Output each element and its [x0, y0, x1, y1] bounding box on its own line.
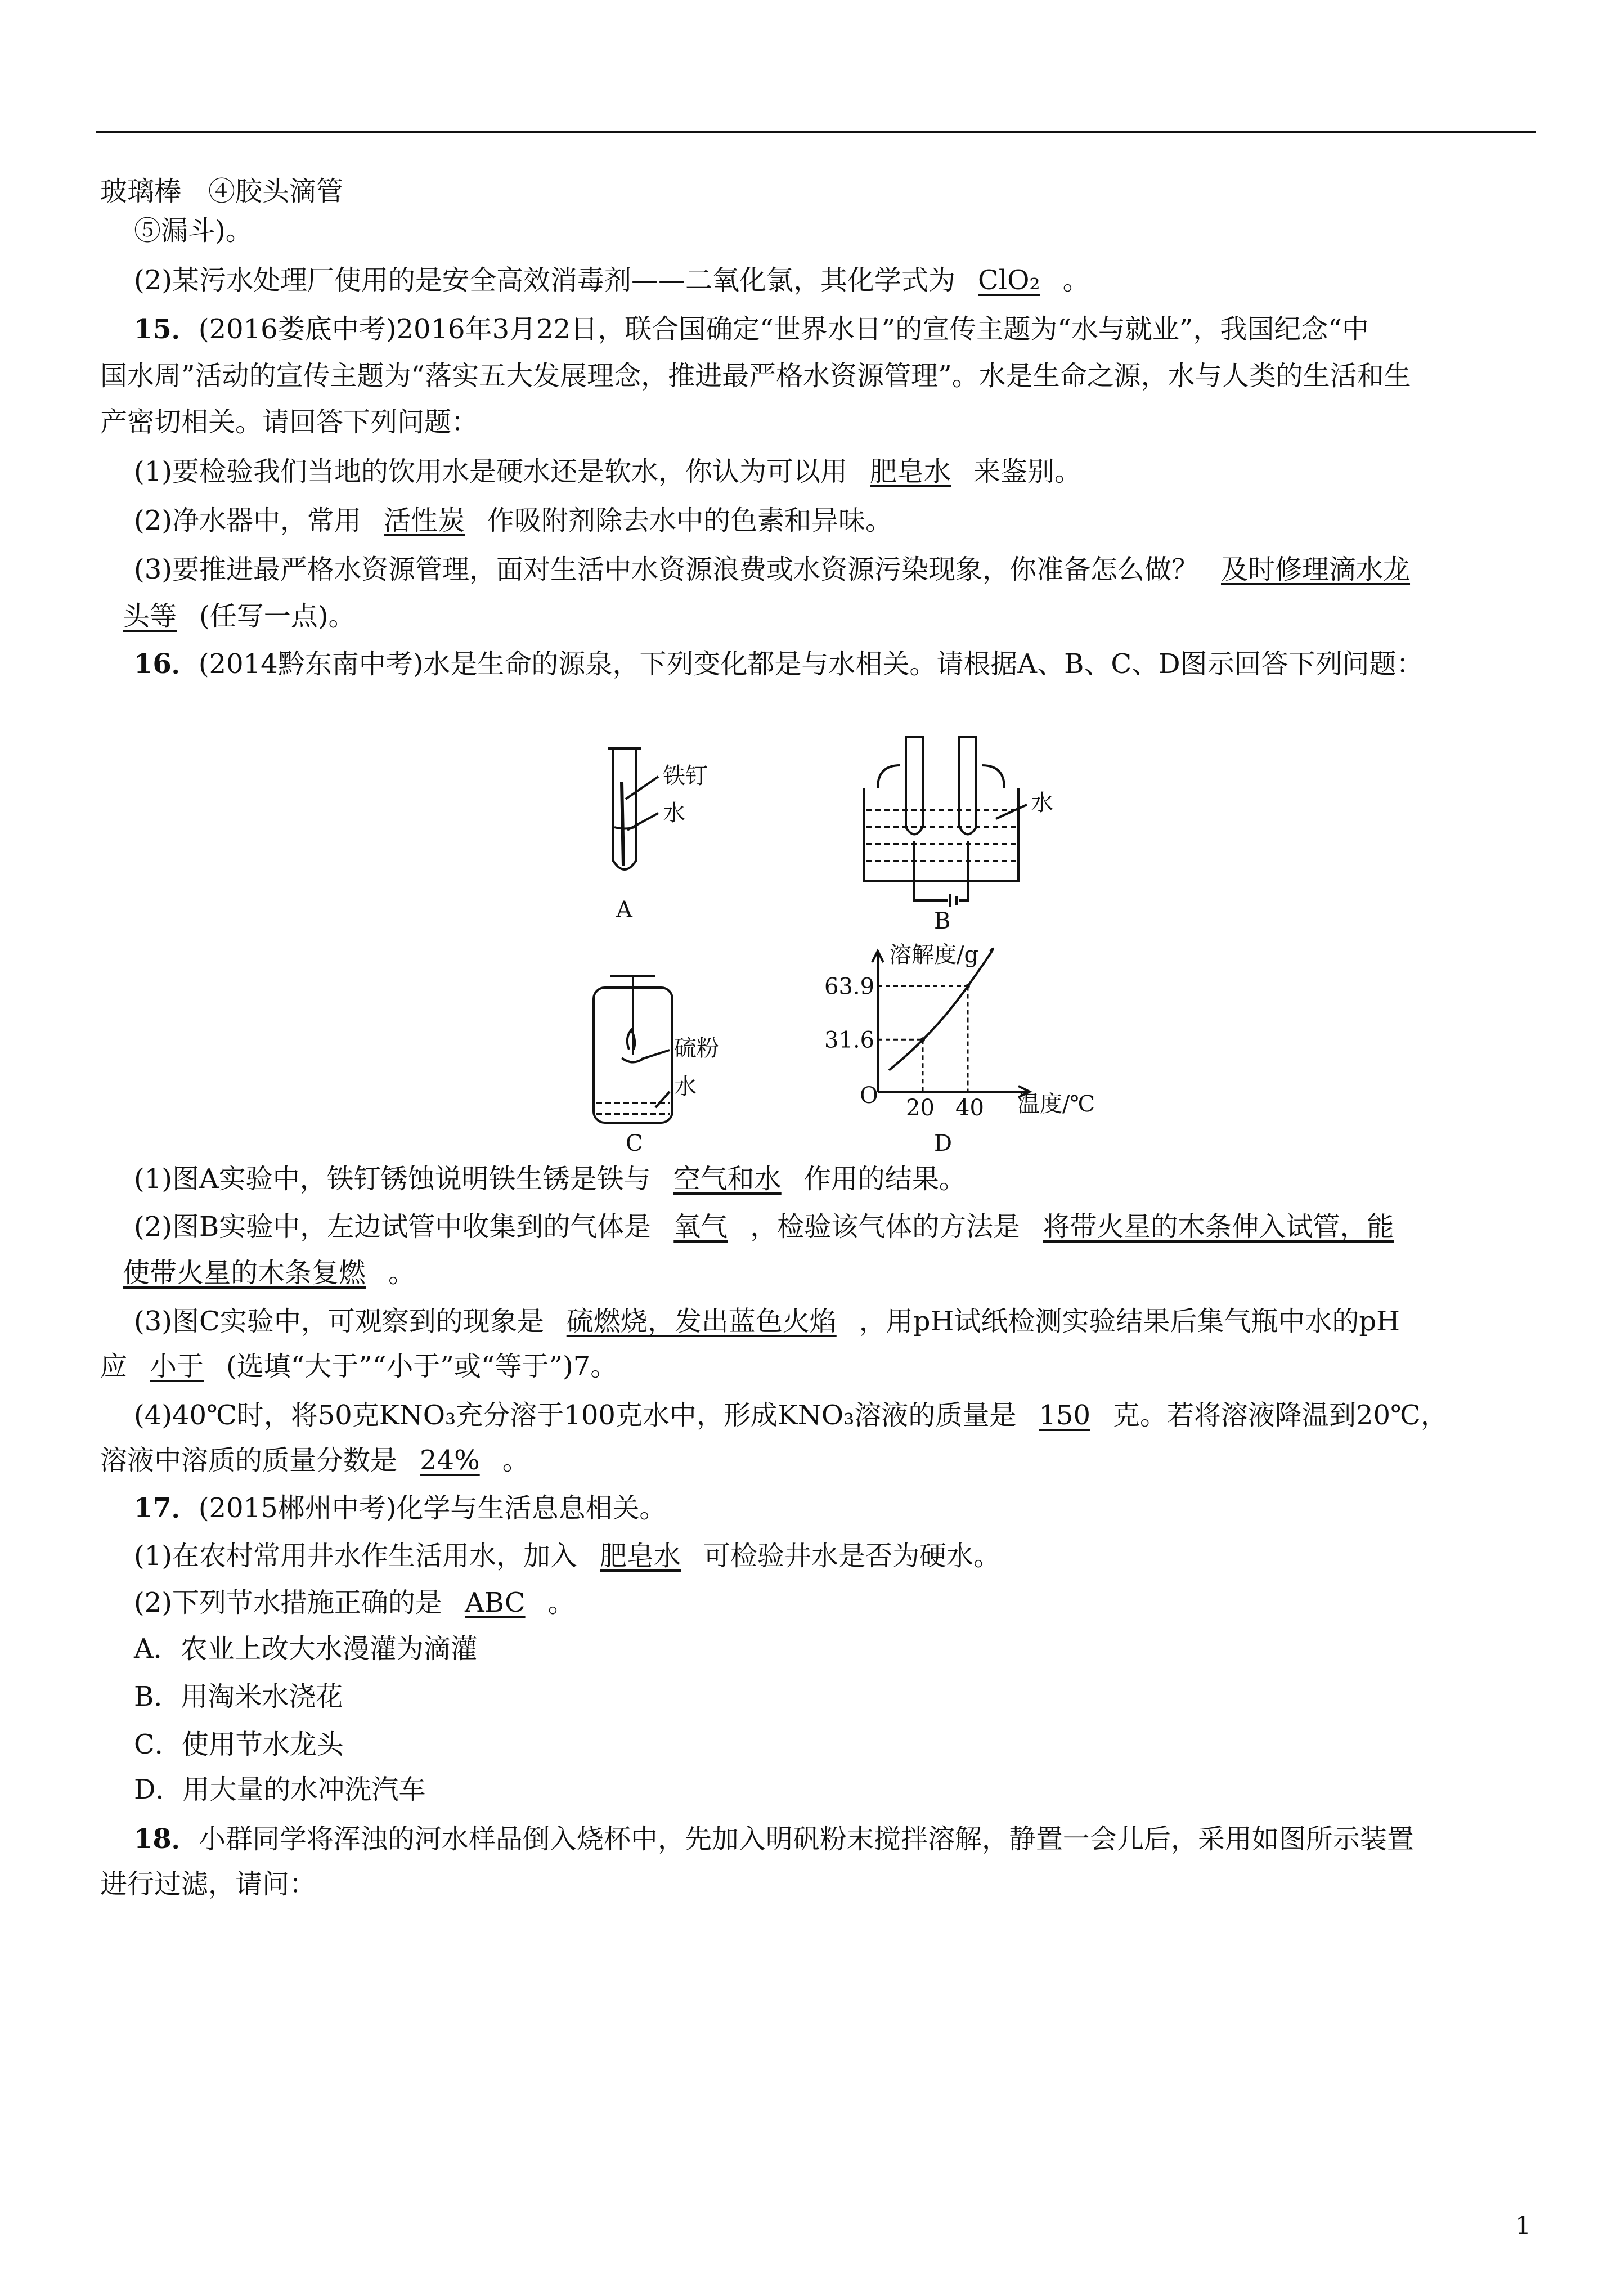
text-span: 应 — [100, 1351, 128, 1382]
fig-a-label: A — [616, 897, 632, 923]
answer-blank: 硫燃烧，发出蓝色火焰 — [566, 1306, 837, 1337]
figure-b — [864, 737, 1027, 907]
page-number: 1 — [1515, 2212, 1531, 2240]
figure-abcd — [563, 715, 1137, 1156]
text-line-l18 — [100, 1443, 529, 1477]
answer-blank: 空气和水 — [673, 1163, 782, 1195]
answer-blank: 肥皂水 — [870, 456, 951, 487]
text-span: 。 — [1062, 264, 1090, 296]
text-span: (2015郴州中考)化学与生活息息相关。 — [198, 1492, 667, 1524]
text-line-l3 — [134, 263, 1090, 297]
text-span: B．用淘米水浇花 — [134, 1681, 343, 1712]
text-line-l8 — [134, 504, 892, 537]
fig-c-label: C — [626, 1131, 643, 1156]
fig-c-sulfur: 硫粉 — [674, 1035, 719, 1061]
answer-blank: 肥皂水 — [600, 1540, 681, 1572]
text-line-l13 — [134, 1210, 1416, 1244]
text-line-l5 — [100, 359, 1411, 393]
text-line-l12 — [134, 1162, 966, 1196]
text-span: (2016娄底中考)2016年3月22日，联合国确定“世界水日”的宣传主题为“水与就业”，我国纪念“中 — [198, 313, 1369, 345]
text-span: 。 — [388, 1257, 416, 1289]
answer-blank: 将带火星的木条伸入试管，能 — [1043, 1211, 1394, 1243]
text-line-l15 — [134, 1304, 1400, 1338]
answer-blank: 头等 — [123, 600, 177, 632]
fig-c-water: 水 — [674, 1074, 697, 1100]
text-span: (任写一点)。 — [199, 600, 356, 632]
text-span: (1)图A实验中，铁钉锈蚀说明铁生锈是铁与 — [134, 1163, 651, 1195]
text-line-l27 — [100, 1867, 316, 1901]
answer-blank: 活性炭 — [384, 505, 465, 536]
text-span: (2014黔东南中考)水是生命的源泉，下列变化都是与水相关。请根据A、B、C、D图示回答下列问题： — [198, 648, 1424, 680]
text-line-l20 — [134, 1539, 1000, 1573]
text-span: 国水周”活动的宣传主题为“落实五大发展理念，推进最严格水资源管理”。水是生命之源，水与人类的生活和生 — [100, 360, 1411, 392]
chart-origin: O — [860, 1083, 878, 1109]
fig-a-water: 水 — [663, 800, 685, 826]
header-rule — [96, 131, 1536, 133]
text-span: 溶液中溶质的质量分数是 — [100, 1445, 398, 1476]
text-span: (2)图B实验中，左边试管中收集到的气体是 — [134, 1211, 652, 1243]
text-span: 产密切相关。请回答下列问题： — [100, 406, 479, 438]
data-point-0 — [920, 1037, 925, 1042]
text-line-l1 — [100, 174, 343, 208]
text-span: ，检验该气体的方法是 — [750, 1211, 1021, 1243]
figure-a — [608, 748, 658, 869]
text-line-l22 — [134, 1632, 478, 1666]
answer-blank: ClO₂ — [978, 264, 1040, 296]
text-span: 小群同学将浑浊的河水样品倒入烧杯中，先加入明矾粉末搅拌溶解，静置一会儿后，采用如图所示装置 — [198, 1823, 1414, 1855]
answer-blank: 使带火星的木条复燃 — [123, 1257, 366, 1289]
text-line-l21 — [134, 1586, 575, 1620]
figure-d-chart — [824, 949, 1030, 1121]
text-line-l25 — [134, 1773, 426, 1806]
text-span: 可检验井水是否为硬水。 — [703, 1540, 1001, 1572]
text-line-l2 — [134, 214, 253, 248]
question-number: 16． — [134, 648, 199, 680]
answer-blank: 150 — [1039, 1400, 1090, 1431]
text-span: (选填“大于”“小于”或“等于”)7。 — [226, 1351, 618, 1382]
text-line-l4 — [134, 312, 1369, 346]
text-line-l17 — [134, 1398, 1448, 1432]
text-span: 进行过滤，请问： — [100, 1868, 317, 1900]
text-line-l9 — [134, 553, 1433, 586]
text-span: 作用的结果。 — [803, 1163, 966, 1195]
question-number: 17． — [134, 1492, 199, 1524]
data-point-1 — [966, 984, 970, 989]
text-span: 作吸附剂除去水中的色素和异味。 — [487, 505, 893, 536]
fig-b-water: 水 — [1031, 790, 1053, 816]
question-number: 15． — [134, 313, 199, 345]
text-line-l24 — [134, 1728, 344, 1761]
tick-y-1: 31.6 — [824, 1027, 875, 1053]
text-line-l23 — [134, 1680, 343, 1714]
text-line-l7 — [134, 455, 1081, 488]
figure-c — [594, 976, 672, 1123]
text-span: 克。若将溶液降温到20℃， — [1113, 1400, 1448, 1431]
answer-blank: 氧气 — [673, 1211, 728, 1243]
text-line-l26 — [134, 1822, 1414, 1856]
answer-blank: 24% — [420, 1445, 480, 1476]
text-span: ，用pH试纸检测实验结果后集气瓶中水的pH — [859, 1306, 1400, 1337]
text-span: D．用大量的水冲洗汽车 — [134, 1774, 426, 1805]
text-line-l10 — [100, 599, 355, 633]
text-span: (2)下列节水措施正确的是 — [134, 1587, 442, 1618]
text-line-l6 — [100, 405, 478, 439]
text-span: 。 — [547, 1587, 575, 1618]
fig-d-label: D — [934, 1131, 953, 1156]
text-line-l11 — [134, 647, 1424, 681]
text-span: 。 — [502, 1445, 529, 1476]
answer-blank: 及时修理滴水龙 — [1221, 554, 1411, 585]
text-span: (2)净水器中，常用 — [134, 505, 361, 536]
text-span: A．农业上改大水漫灌为滴灌 — [134, 1633, 478, 1665]
chart-xlabel: 温度/℃ — [1017, 1091, 1095, 1117]
text-span: (1)要检验我们当地的饮用水是硬水还是软水，你认为可以用 — [134, 456, 847, 487]
tick-x-2: 40 — [955, 1095, 984, 1121]
text-line-l14 — [100, 1256, 415, 1290]
text-span: 来鉴别。 — [973, 456, 1082, 487]
tick-y-2: 63.9 — [824, 974, 875, 1000]
text-span: (2)某污水处理厂使用的是安全高效消毒剂——二氧化氯，其化学式为 — [134, 264, 955, 296]
tick-x-1: 20 — [906, 1095, 935, 1121]
chart-ylabel: 溶解度/g — [889, 942, 979, 968]
fig-a-iron: 铁钉 — [663, 763, 708, 789]
text-span: (3)要推进最严格水资源管理，面对生活中水资源浪费或水资源污染现象，你准备怎么做？ — [134, 554, 1198, 585]
text-span: 玻璃棒 ④胶头滴管 — [100, 176, 344, 207]
text-span: (3)图C实验中，可观察到的现象是 — [134, 1306, 544, 1337]
text-span: C．使用节水龙头 — [134, 1729, 344, 1760]
answer-blank: 小于 — [150, 1351, 204, 1382]
answer-blank: ABC — [465, 1587, 526, 1618]
question-number: 18． — [134, 1823, 199, 1855]
text-line-l16 — [100, 1349, 617, 1383]
text-span: ⑤漏斗)。 — [134, 215, 253, 246]
text-span: (1)在农村常用井水作生活用水，加入 — [134, 1540, 577, 1572]
text-span: (4)40℃时，将50克KNO₃充分溶于100克水中，形成KNO₃溶液的质量是 — [134, 1400, 1017, 1431]
text-line-l19 — [134, 1491, 666, 1525]
fig-b-label: B — [934, 908, 951, 934]
